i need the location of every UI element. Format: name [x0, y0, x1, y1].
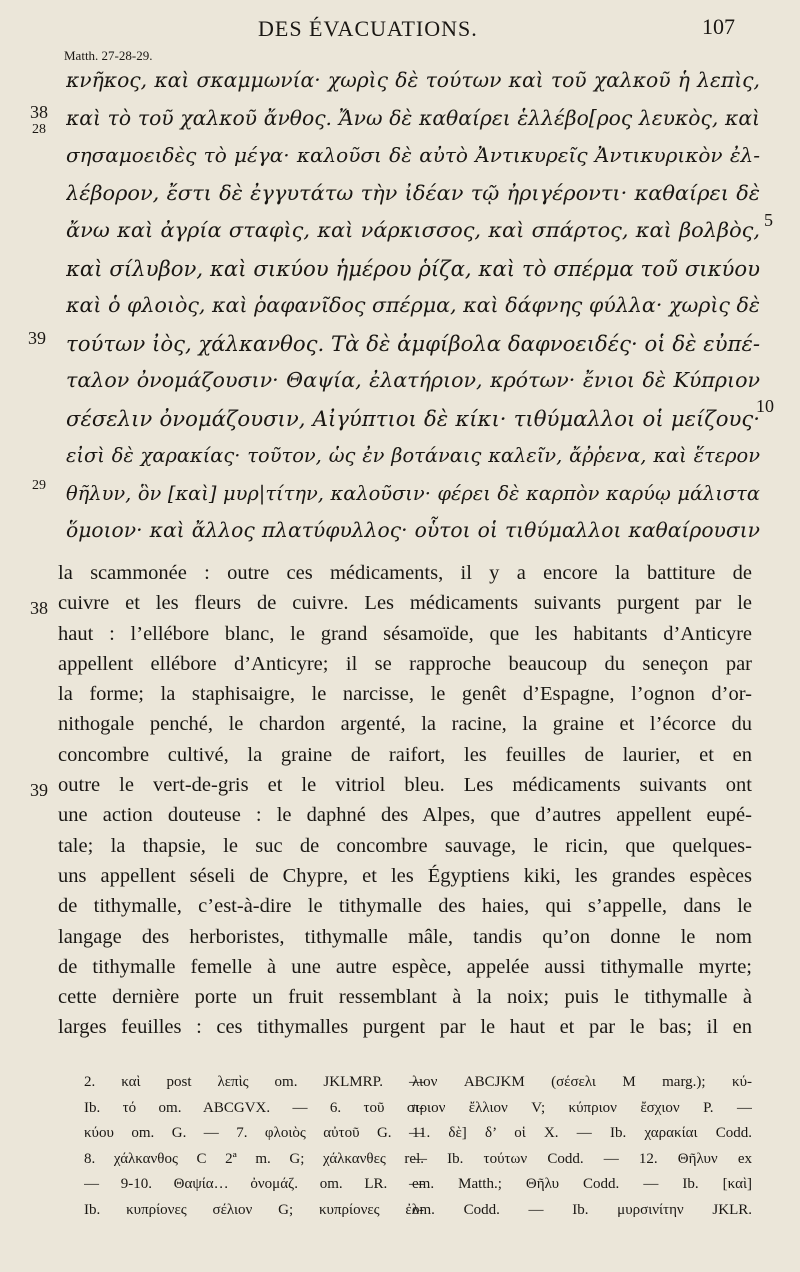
french-line: la forme; la staphisaigre, le narcisse, le genêt d’Espagne, l’ognon d’or- [58, 683, 752, 706]
footnote-line: — 9-10. Θαψία… ὀνομάζ. om. LR. — [84, 1176, 424, 1192]
footnote-line: λιον ABCJKM (σέσελι M marg.); κύ- [412, 1074, 752, 1090]
french-line: cuivre et les fleurs de cuivre. Les médicaments suivants purgent par le [58, 592, 752, 615]
line-number: 5 [764, 210, 773, 230]
footnote-line: — Ib. τούτων Codd. — 12. Θῆλυν ex [412, 1150, 752, 1167]
french-line: uns appellent séseli de Chypre, et les Égyptiens kiki, les grandes espèces [58, 864, 752, 887]
line-number: 10 [756, 396, 774, 416]
greek-line: ὅμοιον· καὶ ἄλλος πλατύφυλλος· οὗτοι οἱ τιθύμαλλοι καθαίρουσιν [66, 518, 760, 542]
greek-line: εἰσὶ δὲ χαρακίας· τοῦτον, ὡς ἐν βοτάναις καλεῖν, ἄῤῥενα, καὶ ἕτερον [66, 444, 760, 467]
french-line: la scammonée : outre ces médicaments, il y a encore la battiture de [58, 562, 752, 584]
footnote-line: 8. χάλκανθος C 2ª m. G; χάλκανθες rel. [84, 1150, 424, 1167]
french-line: outre le vert-de-gris et le vitriol bleu. Les médicaments suivants ont [58, 774, 752, 797]
footnote-line: πριον ἔλλιον V; κύπριον ἔσχιον P. — [412, 1099, 752, 1116]
french-line: de tithymalle, c’est-à-dire le tithymalle des haies, qui s’appelle, dans le [58, 895, 752, 918]
footnote-line: om. Codd. — Ib. μυρσινίτην JKLR. [412, 1201, 752, 1218]
greek-line: θῆλυν, ὃν [καὶ] μυρ|τίτην, καλοῦσιν· φέρει δὲ καρπὸν καρύῳ μάλιστα [66, 481, 760, 505]
greek-line: καὶ σίλυβον, καὶ σικύου ἡμέρου ῥίζα, καὶ τὸ σπέρμα τοῦ σικύου [66, 255, 760, 281]
greek-line: κνῆκος, καὶ σκαμμωνία· χωρὶς δὲ τούτων καὶ τοῦ χαλκοῦ ἡ λεπὶς, [66, 68, 760, 92]
greek-line: καὶ ὁ φλοιὸς, καὶ ῥαφανῖδος σπέρμα, καὶ δάφνης φύλλα· χωρὶς δὲ [66, 293, 760, 317]
greek-line: σησαμοειδὲς τὸ μέγα· καλοῦσι δὲ αὐτὸ Ἀντικυρεῖς Ἀντικυρικὸν ἐλ- [66, 143, 760, 167]
margin-number: 38 [30, 102, 48, 122]
margin-number: 28 [32, 122, 46, 137]
french-line: haut : l’ellébore blanc, le grand sésamoïde, que les habitants d’Anticyre [58, 622, 752, 645]
french-translation [58, 558, 752, 1043]
french-line: concombre cultivé, la graine de raifort, les feuilles de laurier, et en [58, 743, 752, 766]
greek-line: λέβορον, ἔστι δὲ ἐγγυτάτω τὴν ἰδέαν τῷ ἠριγέροντι· καθαίρει δὲ [66, 180, 760, 205]
footnote-line: 2. καὶ post λεπὶς om. JKLMRP. — [84, 1074, 424, 1090]
running-title: DES ÉVACUATIONS. [258, 16, 478, 41]
matthaei-reference: Matth. 27-28-29. [64, 48, 153, 63]
greek-line: σέσελιν ὀνομάζουσιν, Αἰγύπτιοι δὲ κίκι· τιθύμαλλοι οἱ μείζους· [66, 405, 760, 431]
greek-line: ταλον ὀνομάζουσιν· Θαψία, ἐλατήριον, κρότων· ἔνιοι δὲ Κύπριον [66, 368, 760, 392]
footnote-line: 11. δὲ] δ’ οἱ X. — Ib. χαρακίαι Codd. [412, 1125, 752, 1141]
margin-number: 38 [30, 598, 48, 618]
running-head [0, 12, 800, 42]
footnote-line: κύου om. G. — 7. φλοιὸς αὐτοῦ G. — [84, 1125, 424, 1141]
french-line: appellent ellébore d’Anticyre; il se rapproche beaucoup du seneçon par [58, 652, 752, 675]
greek-text [66, 62, 760, 550]
footnote-line: em. Matth.; Θῆλυ Codd. — Ib. [καὶ] [412, 1176, 752, 1192]
footnotes-left-column [84, 1070, 424, 1223]
footnote-line: Ib. τό om. ABCGVX. — 6. τοῦ σι- [84, 1099, 424, 1116]
page-number: 107 [702, 14, 735, 39]
greek-line: ἄνω καὶ ἀγρία σταφὶς, καὶ νάρκισσος, καὶ σπάρτος, καὶ βολβὸς, [66, 218, 760, 242]
footnote-line: Ib. κυπρίονες σέλιον G; κυπρίονες ἐλ- [84, 1201, 424, 1218]
greek-line: τούτων ἰὸς, χάλκανθος. Τὰ δὲ ἀμφίβολα δαφνοειδές· οἱ δὲ εὐπέ- [66, 330, 760, 356]
french-line: une action douteuse : le daphné des Alpes, que d’autres appellent eupé- [58, 804, 752, 827]
french-line: de tithymalle femelle à une autre espèce, appelée aussi tithymalle myrte; [58, 955, 752, 978]
french-line: nithogale penché, le chardon argenté, la racine, la graine et l’écorce du [58, 713, 752, 736]
footnotes-right-column [412, 1070, 752, 1223]
margin-number: 39 [30, 780, 48, 800]
french-line: langage des herboristes, tithymalle mâle, tandis qu’on donne le nom [58, 925, 752, 948]
greek-line: καὶ τὸ τοῦ χαλκοῦ ἄνθος. Ἄνω δὲ καθαίρει ἑλλέβο[ρος λευκὸς, καὶ [66, 105, 760, 130]
french-line: cette dernière porte un fruit ressemblant à la noix; puis le tithymalle à [58, 986, 752, 1009]
french-line: larges feuilles : ces tithymalles purgent par le haut et par le bas; il en [58, 1016, 752, 1039]
margin-number: 39 [28, 328, 46, 348]
french-line: tale; la thapsie, le suc de concombre sauvage, le ricin, que quelques- [58, 834, 752, 857]
margin-number: 29 [32, 478, 46, 493]
